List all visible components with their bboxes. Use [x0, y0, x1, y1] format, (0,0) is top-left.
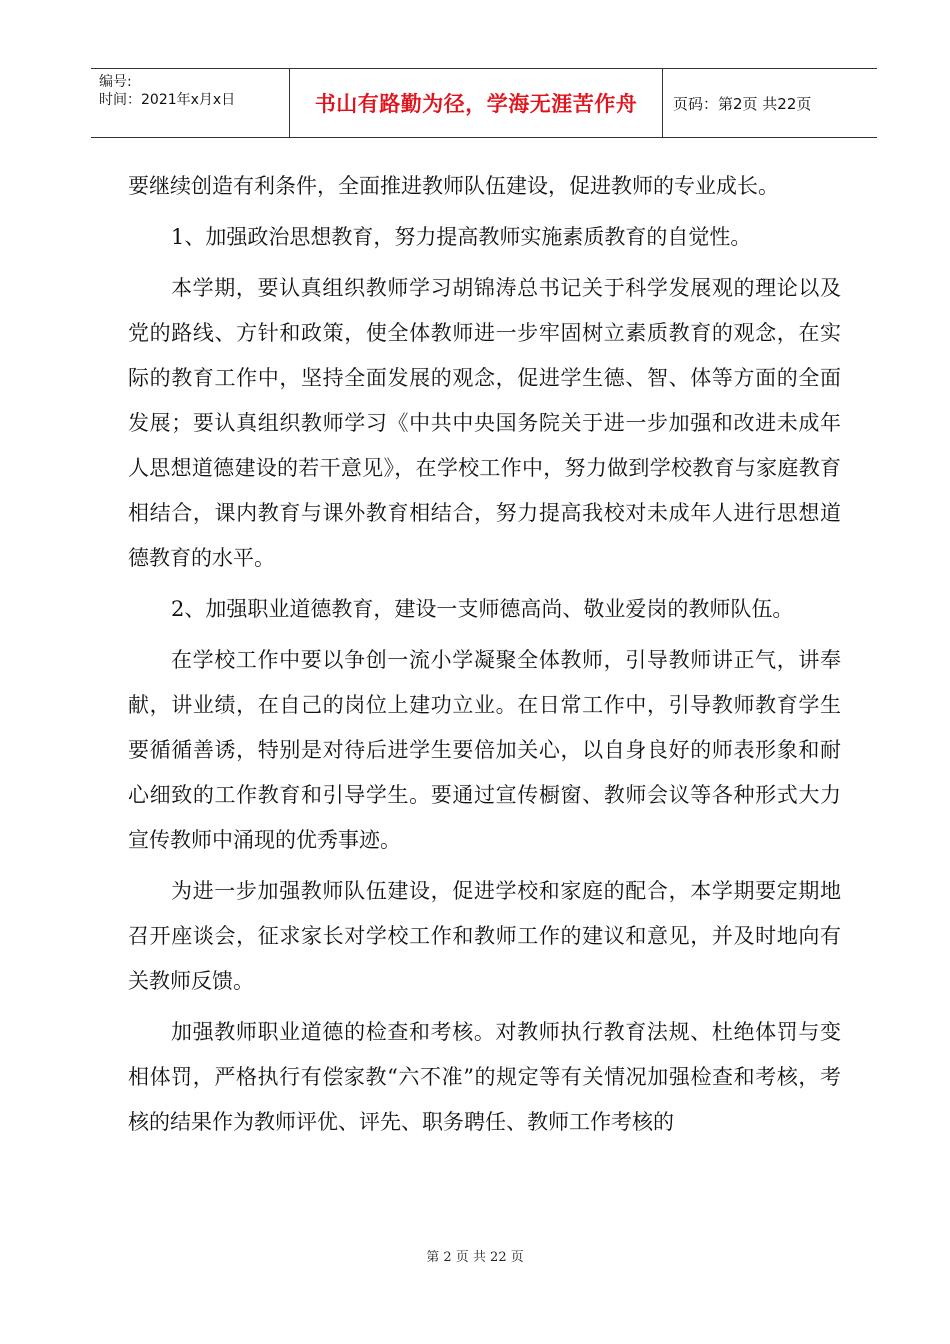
section-heading-2: 2、加强职业道德教育，建设一支师德高尚、敬业爱岗的教师队伍。	[171, 597, 794, 621]
document-number-label: 编号:	[99, 74, 132, 90]
paragraph: 加强教师职业道德的检查和考核。对教师执行教育法规、杜绝体罚与变相体罚，严格执行有偿家教“六不准”的规定等有关情况加强检查和考核，考核的结果作为教师评优、评先、职务聘任、教师工作考核的	[128, 1020, 841, 1134]
document-body	[128, 164, 841, 1151]
header-motto-cell	[290, 69, 663, 137]
document-header	[91, 68, 877, 138]
page-footer: 第 2 页 共 22 页	[426, 1250, 524, 1265]
header-motto: 书山有路勤为径，学海无涯苦作舟	[314, 92, 638, 116]
paragraph: 在学校工作中要以争创一流小学凝聚全体教师，引导教师讲正气，讲奉献，讲业绩，在自己的岗位上建功立业。在日常工作中，引导教师教育学生要循循善诱，特别是对待后进学生要倍加关心，以自身良好的师表形象和耐心细致的工作教育和引导学生。要通过宣传橱窗、教师会议等各种形式大力宣传教师中涌现的优秀事迹。	[128, 648, 841, 852]
paragraph: 为进一步加强教师队伍建设，促进学校和家庭的配合，本学期要定期地召开座谈会，征求家长对学校工作和教师工作的建议和意见，并及时地向有关教师反馈。	[128, 879, 841, 993]
paragraph: 本学期，要认真组织教师学习胡锦涛总书记关于科学发展观的理论以及党的路线、方针和政策，使全体教师进一步牢固树立素质教育的观念，在实际的教育工作中，坚持全面发展的观念，促进学生德、智、体等方面的全面发展；要认真组织教师学习《中共中央国务院关于进一步加强和改进未成年人思想道德建设的若干意见》，在学校工作中，努力做到学校教育与家庭教育相结合，课内教育与课外教育相结合，努力提高我校对未成年人进行思想道德教育的水平。	[128, 276, 841, 570]
header-page-cell	[663, 69, 877, 137]
header-meta-cell	[91, 69, 290, 137]
paragraph-continuation: 要继续创造有利条件，全面推进教师队伍建设，促进教师的专业成长。	[128, 174, 779, 198]
section-heading-1: 1、加强政治思想教育，努力提高教师实施素质教育的自觉性。	[171, 225, 752, 249]
header-page-code: 页码：第2页 共22页	[673, 94, 812, 113]
document-time-label: 时间：2021年x月x日	[99, 92, 236, 108]
